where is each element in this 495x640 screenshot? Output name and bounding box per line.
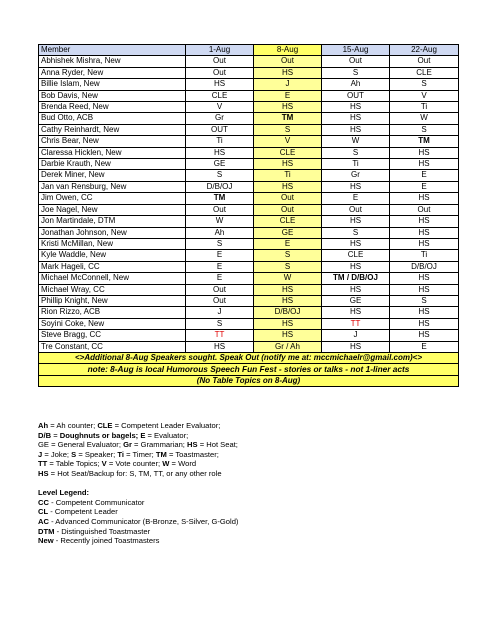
member-name-cell: Jim Owen, CC — [39, 193, 186, 204]
header-row — [39, 45, 459, 56]
role-cell: Ti — [322, 159, 390, 170]
role-cell: HS — [254, 67, 322, 78]
role-cell: Out — [322, 204, 390, 215]
legend-text: GE = General Evaluator; — [38, 440, 124, 450]
level-legend-item — [38, 517, 458, 527]
member-name-cell: Claressa Hicklen, New — [39, 147, 186, 158]
role-cell: Out — [254, 56, 322, 67]
role-cell: Out — [186, 295, 254, 306]
note-row — [39, 352, 459, 363]
level-legend — [38, 498, 458, 546]
role-cell: E — [322, 193, 390, 204]
role-cell: TM — [390, 136, 459, 147]
level-code: New — [38, 536, 54, 546]
role-cell: HS — [390, 193, 459, 204]
role-cell: Out — [254, 193, 322, 204]
role-cell: HS — [254, 318, 322, 329]
member-name-cell: Steve Bragg, CC — [39, 330, 186, 341]
legend-text: W — [162, 459, 170, 469]
roster-body — [39, 56, 459, 353]
role-cell: Ti — [390, 250, 459, 261]
roles-legend — [38, 421, 458, 479]
role-cell: W — [322, 136, 390, 147]
table-row — [39, 318, 459, 329]
role-cell: HS — [322, 284, 390, 295]
table-row — [39, 113, 459, 124]
member-name-cell: Brenda Reed, New — [39, 102, 186, 113]
table-row — [39, 330, 459, 341]
role-cell: Ah — [322, 79, 390, 90]
no-table-topics-note: (No Table Topics on 8-Aug) — [39, 375, 459, 386]
table-row — [39, 216, 459, 227]
member-name-cell: Tre Constant, CC — [39, 341, 186, 352]
date-column-header: 15-Aug — [322, 45, 390, 56]
legend-text: = Vote counter; — [106, 459, 163, 469]
member-name-cell: Bob Davis, New — [39, 90, 186, 101]
legend-text: Ah — [38, 421, 49, 430]
role-cell: S — [254, 261, 322, 272]
level-legend-item — [38, 527, 458, 537]
member-name-cell: Cathy Reinhardt, New — [39, 124, 186, 135]
level-legend-item — [38, 507, 458, 517]
role-cell: HS — [322, 216, 390, 227]
role-cell: HS — [390, 284, 459, 295]
role-cell: HS — [390, 307, 459, 318]
role-cell: S — [186, 238, 254, 249]
table-row — [39, 261, 459, 272]
level-legend-item — [38, 498, 458, 508]
legend-text: TT — [38, 459, 48, 469]
table-row — [39, 273, 459, 284]
role-cell: Out — [390, 204, 459, 215]
table-row — [39, 204, 459, 215]
member-name-cell: Jonathan Johnson, New — [39, 227, 186, 238]
legend — [38, 421, 458, 546]
role-cell: Out — [186, 56, 254, 67]
legend-text: = Hot Seat; — [197, 440, 238, 450]
role-cell: J — [186, 307, 254, 318]
member-name-cell: Jan van Rensburg, New — [39, 181, 186, 192]
member-name-cell: Jon Martindale, DTM — [39, 216, 186, 227]
legend-text: = Hot Seat/Backup for: S, TM, TT, or any other role — [48, 468, 222, 478]
role-cell: E — [390, 341, 459, 352]
legend-text: CLE — [97, 421, 113, 430]
role-cell: HS — [390, 318, 459, 329]
member-name-cell: Anna Ryder, New — [39, 67, 186, 78]
member-name-cell: Chris Bear, New — [39, 136, 186, 147]
legend-text: Gr — [123, 440, 132, 450]
role-cell: HS — [390, 227, 459, 238]
table-row — [39, 284, 459, 295]
member-name-cell: Phillip Knight, New — [39, 295, 186, 306]
fun-fest-note: note: 8-Aug is local Humorous Speech Fun Fest - stories or talks - not 1-liner acts — [39, 364, 459, 375]
legend-text: = Toastmaster; — [166, 449, 219, 459]
table-row — [39, 238, 459, 249]
member-name-cell: Rion Rizzo, ACB — [39, 307, 186, 318]
role-cell: TM — [254, 113, 322, 124]
role-cell: S — [186, 318, 254, 329]
role-cell: W — [186, 216, 254, 227]
legend-text: = Grammarian; — [131, 440, 188, 450]
role-cell: TM / D/B/OJ — [322, 273, 390, 284]
role-cell: S — [322, 67, 390, 78]
role-cell: HS — [186, 79, 254, 90]
table-row — [39, 193, 459, 204]
role-cell: S — [186, 170, 254, 181]
role-cell: D/B/OJ — [186, 181, 254, 192]
role-cell: E — [254, 238, 322, 249]
table-row — [39, 136, 459, 147]
level-description: - Advanced Communicator (B-Bronze, S-Silver, G-Gold) — [48, 516, 239, 526]
table-row — [39, 307, 459, 318]
legend-text: = — [51, 430, 60, 440]
role-cell: HS — [322, 124, 390, 135]
role-legend-line — [38, 469, 458, 479]
role-cell: HS — [390, 238, 459, 249]
legend-text: = Speaker; — [76, 449, 118, 459]
member-name-cell: Kyle Waddle, New — [39, 250, 186, 261]
role-cell: HS — [322, 307, 390, 318]
role-cell: GE — [254, 227, 322, 238]
table-row — [39, 295, 459, 306]
role-cell: HS — [390, 216, 459, 227]
role-cell: Ti — [186, 136, 254, 147]
role-cell: S — [254, 250, 322, 261]
role-cell: S — [390, 295, 459, 306]
role-cell: S — [390, 79, 459, 90]
role-cell: TT — [186, 330, 254, 341]
member-name-cell: Derek Miner, New — [39, 170, 186, 181]
role-cell: HS — [390, 159, 459, 170]
role-cell: HS — [322, 341, 390, 352]
legend-text: HS — [187, 440, 198, 450]
legend-text: S — [71, 449, 77, 459]
role-cell: V — [390, 90, 459, 101]
role-cell: CLE — [254, 147, 322, 158]
role-cell: Out — [322, 56, 390, 67]
role-cell: OUT — [322, 90, 390, 101]
role-cell: TM — [186, 193, 254, 204]
role-cell: HS — [390, 330, 459, 341]
role-cell: TT — [322, 318, 390, 329]
legend-text: Doughnuts or bagels; — [59, 430, 139, 440]
role-cell: CLE — [322, 250, 390, 261]
level-code: CL — [38, 507, 49, 517]
role-legend-line — [38, 421, 458, 431]
role-cell: J — [254, 79, 322, 90]
role-cell: E — [186, 273, 254, 284]
member-name-cell: Darbie Krauth, New — [39, 159, 186, 170]
table-row — [39, 124, 459, 135]
level-legend-item — [38, 536, 458, 546]
role-cell: J — [322, 330, 390, 341]
speakers-sought-note: <>Additional 8-Aug Speakers sought. Speak Out (notify me at: mccmichaelr@gmail.com)<> — [39, 352, 459, 363]
role-cell: HS — [390, 147, 459, 158]
role-cell: HS — [254, 159, 322, 170]
level-description: - Competent Communicator — [48, 497, 145, 507]
legend-text: = Ah counter; — [48, 421, 98, 430]
table-row — [39, 181, 459, 192]
role-cell: HS — [254, 102, 322, 113]
role-cell: E — [186, 261, 254, 272]
role-cell: HS — [254, 295, 322, 306]
role-cell: S — [254, 124, 322, 135]
role-cell: Out — [186, 284, 254, 295]
legend-text: TM — [155, 449, 167, 459]
member-name-cell: Kristi McMillan, New — [39, 238, 186, 249]
level-code: AC — [38, 516, 49, 526]
role-cell: HS — [322, 261, 390, 272]
role-cell: E — [390, 170, 459, 181]
role-cell: OUT — [186, 124, 254, 135]
member-column-header: Member — [39, 45, 186, 56]
role-cell: S — [322, 227, 390, 238]
member-name-cell: Abhishek Mishra, New — [39, 56, 186, 67]
role-cell: CLE — [390, 67, 459, 78]
level-legend-title: Level Legend: — [38, 488, 90, 498]
role-cell: HS — [322, 102, 390, 113]
role-cell: W — [254, 273, 322, 284]
legend-text: = Table Topics; — [47, 459, 102, 469]
level-code: CC — [38, 497, 49, 507]
role-cell: HS — [322, 113, 390, 124]
role-cell: V — [186, 102, 254, 113]
role-cell: Gr — [322, 170, 390, 181]
role-cell: HS — [390, 273, 459, 284]
member-name-cell: Billie Islam, New — [39, 79, 186, 90]
table-row — [39, 250, 459, 261]
role-cell: GE — [186, 159, 254, 170]
role-cell: CLE — [254, 216, 322, 227]
role-legend-line — [38, 431, 458, 441]
role-cell: W — [390, 113, 459, 124]
member-name-cell: Bud Otto, ACB — [39, 113, 186, 124]
role-cell: Out — [186, 204, 254, 215]
role-cell: GE — [322, 295, 390, 306]
legend-text: = Joke; — [42, 449, 72, 459]
member-name-cell: Soyini Coke, New — [39, 318, 186, 329]
role-cell: D/B/OJ — [254, 307, 322, 318]
role-cell: Ah — [186, 227, 254, 238]
table-row — [39, 170, 459, 181]
date-column-header: 1-Aug — [186, 45, 254, 56]
role-cell: HS — [254, 181, 322, 192]
table-row — [39, 341, 459, 352]
role-legend-line — [38, 440, 458, 450]
role-cell: Out — [186, 67, 254, 78]
role-cell: HS — [322, 181, 390, 192]
role-cell: CLE — [186, 90, 254, 101]
table-row — [39, 102, 459, 113]
legend-text: = Competent Leader Evaluator; — [112, 421, 221, 430]
legend-text: E — [140, 430, 146, 440]
role-legend-line — [38, 450, 458, 460]
member-name-cell: Mark Hageli, CC — [39, 261, 186, 272]
table-row — [39, 67, 459, 78]
legend-text: = Timer; — [124, 449, 156, 459]
role-cell: E — [186, 250, 254, 261]
legend-text: = Word — [169, 459, 197, 469]
role-cell: D/B/OJ — [390, 261, 459, 272]
role-cell: Gr — [186, 113, 254, 124]
role-cell: E — [254, 90, 322, 101]
role-cell: Ti — [254, 170, 322, 181]
role-cell: S — [322, 147, 390, 158]
legend-text: J — [38, 449, 43, 459]
role-cell: HS — [254, 330, 322, 341]
role-cell: HS — [186, 341, 254, 352]
date-column-header: 8-Aug — [254, 45, 322, 56]
role-cell: HS — [186, 147, 254, 158]
role-cell: Out — [254, 204, 322, 215]
legend-text: V — [101, 459, 107, 469]
legend-text: = Evaluator; — [145, 430, 189, 440]
level-description: - Recently joined Toastmasters — [53, 536, 160, 546]
table-row — [39, 79, 459, 90]
note-row — [39, 375, 459, 386]
role-cell: HS — [254, 284, 322, 295]
member-name-cell: Michael McConnell, New — [39, 273, 186, 284]
duty-roster-table — [38, 44, 459, 387]
role-cell: Out — [390, 56, 459, 67]
legend-text: Ti — [117, 449, 125, 459]
date-column-header: 22-Aug — [390, 45, 459, 56]
table-row — [39, 147, 459, 158]
level-description: - Competent Leader — [48, 507, 118, 517]
role-cell: HS — [322, 238, 390, 249]
table-row — [39, 90, 459, 101]
legend-text: D/B — [38, 430, 52, 440]
role-cell: V — [254, 136, 322, 147]
legend-text: HS — [38, 468, 49, 478]
member-name-cell: Michael Wray, CC — [39, 284, 186, 295]
level-description: - Distinguished Toastmaster — [54, 526, 151, 536]
level-code: DTM — [38, 526, 55, 536]
role-legend-line — [38, 459, 458, 469]
table-row — [39, 159, 459, 170]
role-cell: Ti — [390, 102, 459, 113]
role-cell: E — [390, 181, 459, 192]
member-name-cell: Joe Nagel, New — [39, 204, 186, 215]
table-row — [39, 56, 459, 67]
table-row — [39, 227, 459, 238]
note-row — [39, 364, 459, 375]
role-cell: Gr / Ah — [254, 341, 322, 352]
role-cell: S — [390, 124, 459, 135]
